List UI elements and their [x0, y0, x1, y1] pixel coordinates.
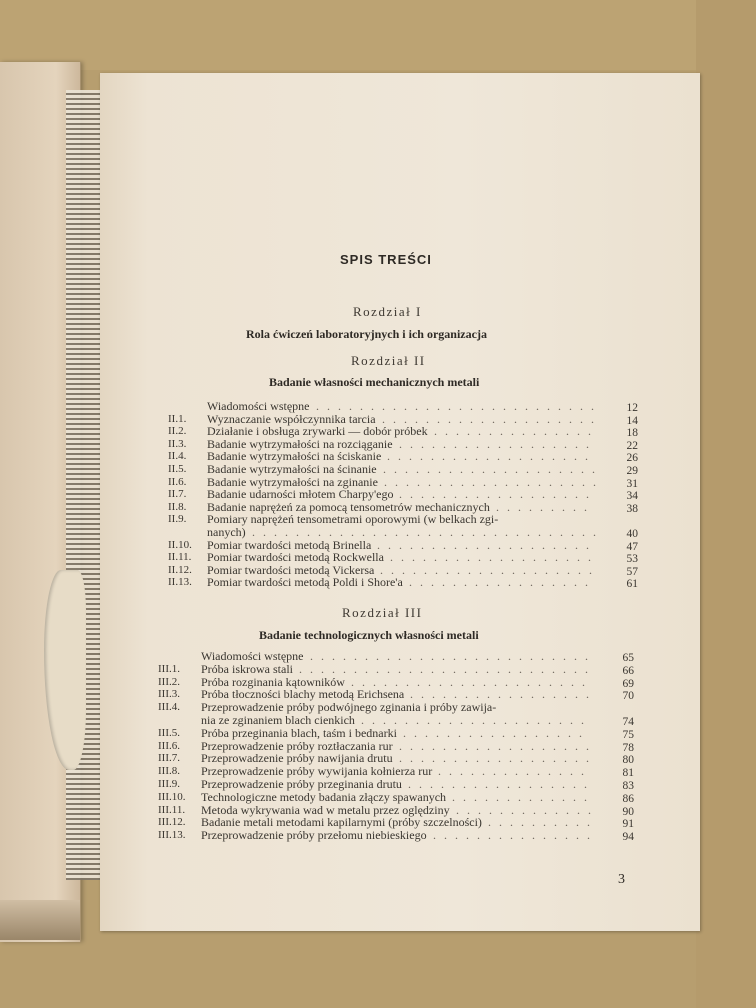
- toc-entry-page: 38: [626, 502, 638, 515]
- toc-entry-page: 18: [626, 427, 638, 440]
- toc-entry-page: 57: [626, 565, 638, 578]
- toc-leader-dots: ..................: [399, 488, 597, 502]
- toc-leader-dots: .................: [408, 778, 595, 791]
- toc-leader-dots: ..............: [438, 765, 592, 779]
- toc-leader-dots: ....................: [384, 475, 604, 489]
- toc-entry-title: Przeprowadzenie próby wywijania kołnierza rur: [201, 764, 433, 779]
- chapter-1-title: Rola ćwiczeń laboratoryjnych i ich organizacja: [246, 327, 487, 341]
- toc-entry-page: 70: [622, 690, 634, 703]
- toc-entry-page: 80: [622, 754, 634, 767]
- toc-entry-title: Wiadomości wstępne: [207, 399, 310, 413]
- toc-leader-dots: .................: [410, 688, 597, 702]
- toc-entry-page: 94: [622, 831, 634, 844]
- toc-entry-page: 31: [626, 477, 638, 490]
- toc-leader-dots: ................................: [252, 526, 604, 539]
- toc-leader-dots: ..................: [399, 752, 597, 766]
- toc-entry-page: 29: [626, 465, 638, 477]
- chapter-3-title: Badanie technologicznych własności metali: [259, 628, 479, 642]
- chapter-2-title: Badanie własności mechanicznych metali: [269, 375, 480, 389]
- toc-entry-title: Badanie metali metodami kapilarnymi (próby szczelności): [201, 815, 482, 830]
- toc-entry-title: Działanie i obsługa zrywarki — dobór próbek: [207, 424, 428, 439]
- toc-entry-title: Metoda wykrywania wad w metalu przez oględziny: [201, 802, 450, 817]
- toc-entry-title: Badanie udarności młotem Charpy'ego: [207, 487, 394, 502]
- toc-entry-title: Pomiar twardości metodą Rockwella: [207, 550, 384, 565]
- toc-entry-title: Próba rozginania kątowników: [201, 674, 345, 689]
- toc-entry-page: 14: [626, 414, 638, 427]
- toc-entry-number: II.4.: [168, 450, 187, 463]
- toc-leader-dots: ..................: [399, 437, 597, 451]
- toc-entry-page: 86: [622, 792, 634, 805]
- chapter-3-heading: Rozdział III: [342, 605, 423, 620]
- toc-leader-dots: ....................: [382, 412, 602, 426]
- toc-entry-page: 66: [622, 664, 634, 677]
- toc-leader-dots: ...............: [434, 425, 599, 439]
- toc-entry-title: Przeprowadzenie próby nawijania drutu: [201, 751, 393, 766]
- toc-entry-title: nia ze zginaniem blach cienkich: [201, 713, 355, 727]
- toc-entry-title: nanych): [207, 525, 246, 539]
- toc-entry-title: Badanie wytrzymałości na ściskanie: [207, 449, 382, 464]
- toc-entry-number: II.10.: [168, 538, 192, 551]
- toc-entry-title: Pomiar twardości metodą Poldi i Shore'a: [207, 575, 403, 590]
- toc-entry-page: 61: [626, 578, 638, 591]
- toc-entry-number: III.9.: [158, 778, 180, 790]
- toc-entry-number: II.5.: [168, 463, 187, 475]
- toc-entry-title: Przeprowadzenie próby podwójnego zginania i próby zawija-: [201, 700, 497, 715]
- toc-entry-title: Przeprowadzenie próby roztłaczania rur: [201, 738, 393, 753]
- toc-entry-number: III.6.: [158, 739, 180, 752]
- toc-leader-dots: ..........: [488, 816, 598, 830]
- toc-entry-number: II.13.: [168, 576, 192, 589]
- toc-leader-dots: .............: [456, 803, 599, 817]
- toc-leader-dots: ..........................: [316, 400, 602, 413]
- toc-entry: [158, 727, 634, 740]
- toc-entry-page: 40: [626, 528, 638, 540]
- toc-leader-dots: ....................: [377, 538, 597, 552]
- toc-leader-dots: .............: [452, 790, 595, 804]
- toc-entry: [158, 663, 634, 676]
- toc-entry-number: III.12.: [158, 816, 186, 829]
- toc-leader-dots: ..................: [399, 739, 597, 753]
- toc-entry-title: Przeprowadzenie próby przełomu niebieskiego: [201, 828, 427, 843]
- toc-leader-dots: ...................: [390, 551, 599, 565]
- page-number: 3: [618, 872, 625, 887]
- toc-entry-number: III.10.: [158, 790, 186, 803]
- toc-entry-number: III.7.: [158, 752, 180, 765]
- toc-entry-title: Badanie wytrzymałości na zginanie: [207, 474, 378, 489]
- toc-leader-dots: ....................: [380, 563, 600, 577]
- toc-entry-number: II.11.: [168, 551, 192, 564]
- toc-entry-title: Pomiary naprężeń tensometrami oporowymi (w belkach zgi-: [207, 512, 499, 527]
- toc-entry-page: 74: [622, 716, 634, 728]
- toc-entry-number: II.6.: [168, 475, 187, 488]
- book-cover-edge: [0, 900, 80, 940]
- toc-entry-page: 12: [626, 402, 638, 414]
- toc-leader-dots: ...........................: [299, 662, 596, 676]
- toc-entry-page: 65: [622, 652, 634, 664]
- toc-entry-title: Badanie wytrzymałości na ścinanie: [207, 462, 377, 476]
- toc-leader-dots: .....................: [361, 714, 592, 727]
- toc-entry-number: II.7.: [168, 488, 187, 501]
- toc-entry-number: II.2.: [168, 425, 187, 438]
- toc-entry-page: 90: [622, 805, 634, 818]
- toc-entry-title: Pomiar twardości metodą Brinella: [207, 537, 372, 552]
- toc-entry-number: II.1.: [168, 412, 187, 425]
- toc-entry-title: Wyznaczanie współczynnika tarcia: [207, 411, 376, 426]
- toc-entry-page: 26: [626, 452, 638, 465]
- toc-entry-number: III.13.: [158, 829, 186, 842]
- toc-entry-page: 91: [622, 818, 634, 831]
- toc-leader-dots: ..........................: [310, 650, 596, 663]
- toc-leader-dots: ......................: [351, 675, 593, 689]
- toc-entry: [158, 829, 634, 842]
- toc-entry-title: Badanie naprężeń za pomocą tensometrów mechanicznych: [207, 499, 490, 514]
- toc-entry-number: III.4.: [158, 701, 180, 714]
- toc-entry-title: Pomiar twardości metodą Vickersa: [207, 562, 375, 577]
- chapter-1-heading: Rozdział I: [353, 304, 422, 319]
- toc-entry-page: 53: [626, 553, 638, 566]
- toc-entry-number: III.3.: [158, 688, 180, 701]
- toc-entry-page: 22: [626, 439, 638, 452]
- toc-leader-dots: .................: [403, 726, 590, 740]
- toc-entry-number: III.11.: [158, 803, 186, 816]
- toc-entry-number: III.5.: [158, 726, 180, 739]
- toc-entry-page: 69: [622, 677, 634, 690]
- toc-entry-number: III.1.: [158, 662, 180, 675]
- toc-entry-page: 81: [622, 767, 634, 780]
- toc-entry-title: Przeprowadzenie próby przeginania drutu: [201, 777, 402, 791]
- toc-entry-number: II.3.: [168, 437, 187, 450]
- table-surface-right: [696, 0, 756, 1008]
- toc-entry-number: II.12.: [168, 563, 192, 576]
- toc-entry-page: 47: [626, 540, 638, 553]
- page-title: SPIS TREŚCI: [340, 252, 432, 267]
- toc-entry-title: Wiadomości wstępne: [201, 649, 304, 663]
- toc-entry: [168, 576, 638, 589]
- toc-entry-page: 78: [622, 741, 634, 754]
- toc-entry-title: Próba iskrowa stali: [201, 661, 293, 676]
- toc-entry-page: 75: [622, 728, 634, 741]
- toc-entry-number: III.2.: [158, 675, 180, 688]
- toc-entry-number: III.8.: [158, 765, 180, 778]
- toc-entry-title: Badanie wytrzymałości na rozciąganie: [207, 436, 393, 451]
- toc-entry-page: 34: [626, 490, 638, 503]
- toc-entry-title: Próba tłoczności blachy metodą Erichsena: [201, 687, 405, 702]
- toc-leader-dots: ...................: [387, 450, 596, 464]
- table-surface: [0, 0, 756, 70]
- toc-entry-title: Technologiczne metody badania złączy spawanych: [201, 789, 447, 804]
- toc-entry-title: Próba przeginania blach, taśm i bednarki: [201, 725, 397, 740]
- toc-leader-dots: .........: [496, 500, 595, 514]
- toc-entry-number: II.9.: [168, 513, 187, 526]
- chapter-2-heading: Rozdział II: [351, 353, 426, 368]
- toc-entry-number: II.8.: [168, 500, 187, 513]
- toc-leader-dots: .................: [409, 576, 596, 590]
- toc-leader-dots: ...............: [433, 829, 598, 843]
- toc-entry-page: 83: [622, 780, 634, 792]
- toc-leader-dots: ....................: [383, 463, 603, 476]
- toc-entry: [158, 791, 634, 804]
